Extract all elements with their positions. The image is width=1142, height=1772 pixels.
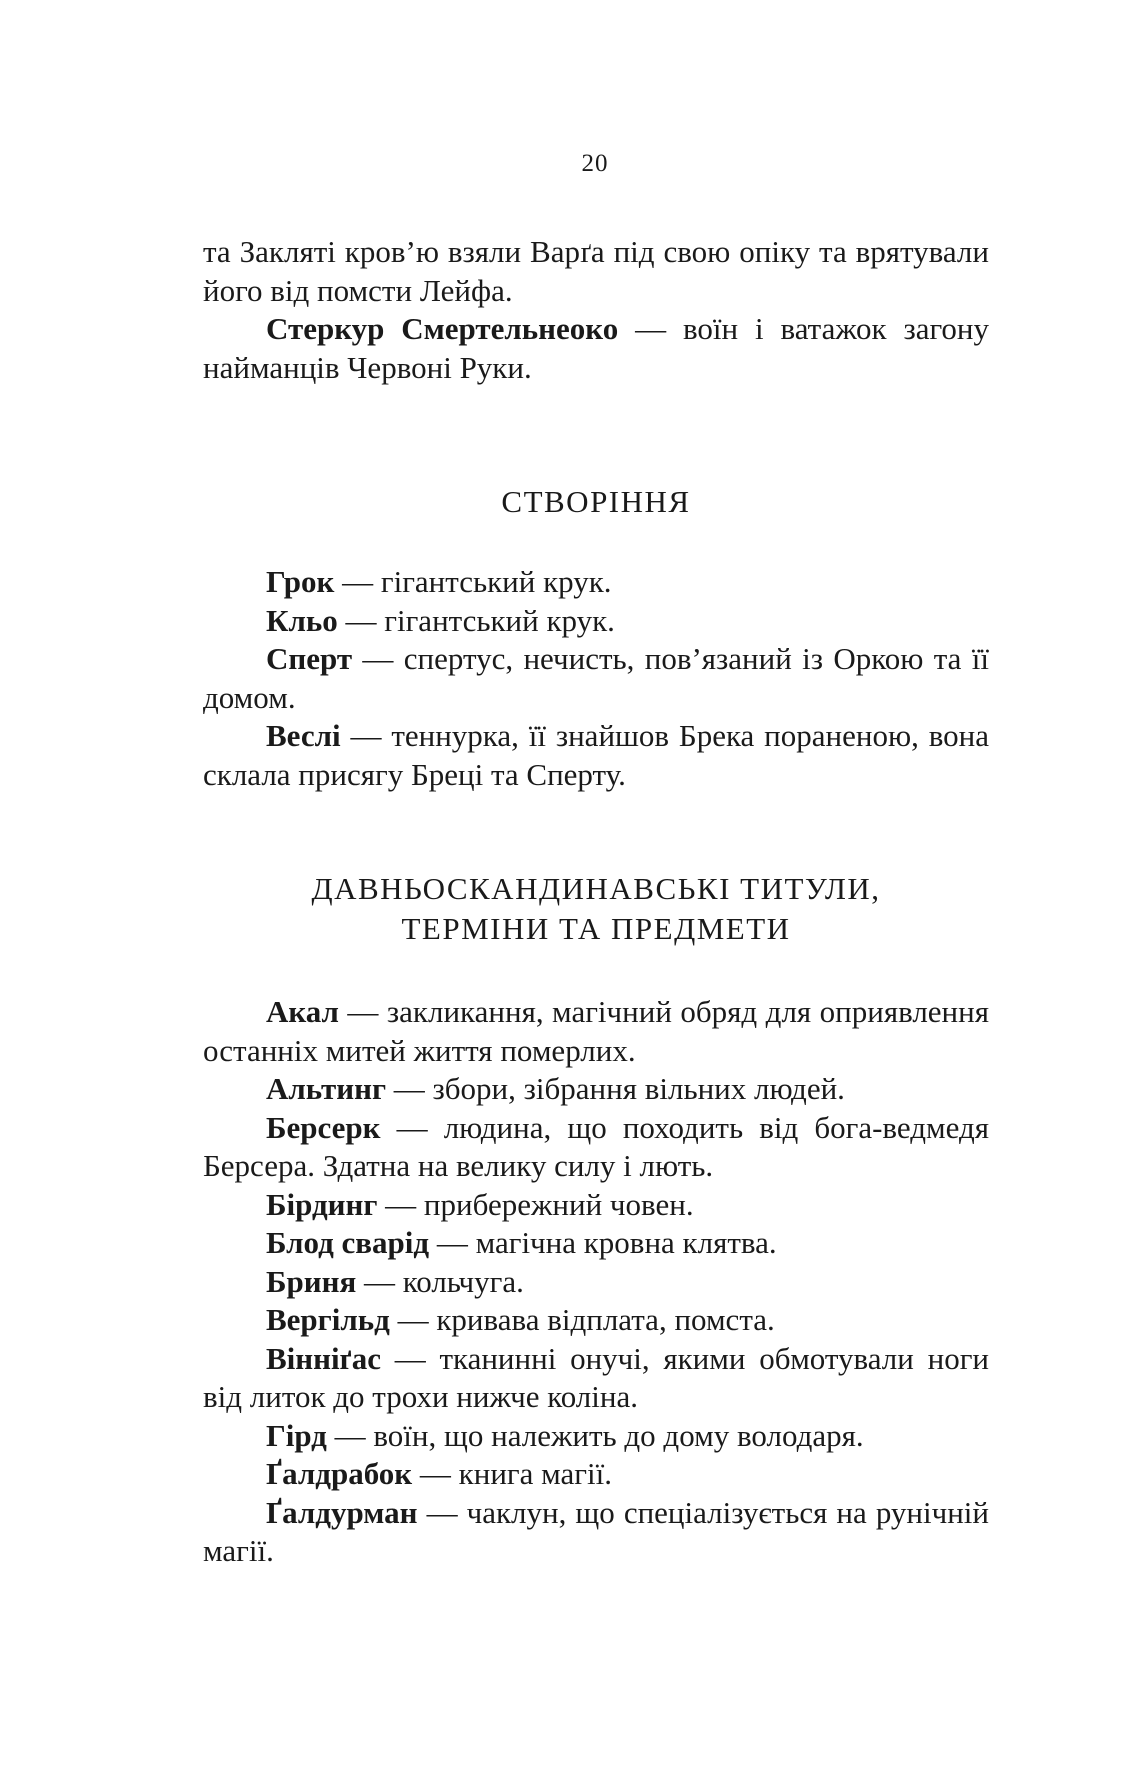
glossary-entry [203, 1494, 989, 1571]
glossary-entry [203, 602, 989, 641]
glossary-definition: — закликання, магічний обряд для оприявлення останніх митей життя померлих. [203, 994, 989, 1068]
glossary-term: Вінніґас [266, 1340, 381, 1376]
glossary-definition: — воїн і ватажок загону найманців Червоні Руки. [203, 311, 989, 385]
glossary-term: Альтинг [266, 1071, 387, 1106]
section-heading-creatures: СТВОРІННЯ [501, 484, 691, 519]
page-number: 20 [581, 150, 609, 177]
intro-block [203, 233, 989, 387]
glossary-entry [203, 1186, 989, 1225]
glossary-definition: — гігантський крук. [337, 602, 615, 638]
glossary-entry [203, 993, 989, 1070]
section-heading-line: ТЕРМІНИ ТА ПРЕДМЕТИ [401, 911, 791, 946]
glossary-definition: — прибережний човен. [377, 1186, 694, 1222]
glossary-definition: — книга магії. [412, 1456, 612, 1491]
glossary-term: Кльо [266, 602, 338, 638]
section-heading-norse-terms [203, 869, 989, 949]
glossary-entry [203, 1455, 989, 1494]
glossary-entry [203, 1070, 989, 1109]
norse-terms-list [203, 993, 989, 1571]
glossary-term: Бірдинг [266, 1186, 378, 1222]
glossary-definition: — кривава відплата, помста. [389, 1302, 775, 1337]
glossary-entry [203, 1224, 989, 1263]
glossary-entry [203, 1263, 989, 1302]
glossary-entry [203, 563, 989, 602]
glossary-definition: — чаклун, що спеціалізується на рунічній магії. [203, 1494, 989, 1568]
glossary-term: Ґалдрабок [266, 1456, 413, 1491]
glossary-entry [203, 1109, 989, 1186]
glossary-definition: — воїн, що належить до дому володаря. [326, 1417, 864, 1453]
glossary-definition: — гігантський крук. [334, 564, 612, 599]
glossary-definition: — людина, що походить від бога-ведмедя Берсера. Здатна на велику силу і лють. [203, 1109, 989, 1183]
glossary-term: Ґалдурман [266, 1494, 418, 1530]
glossary-term: Гірд [266, 1417, 327, 1453]
glossary-definition: — теннурка, її знайшов Брека пораненою, вона склала присягу Бреці та Сперту. [203, 718, 989, 792]
glossary-entry [203, 717, 989, 794]
glossary-term: Вергільд [266, 1302, 390, 1337]
creatures-list [203, 563, 989, 794]
glossary-term: Берсерк [266, 1109, 381, 1145]
glossary-term: Сперт [266, 641, 353, 676]
glossary-definition: — тканинні онучі, якими обмотували ноги від литок до трохи нижче коліна. [203, 1340, 989, 1414]
glossary-term: Акал [266, 994, 339, 1029]
glossary-definition: — збори, зібрання вільних людей. [386, 1071, 845, 1106]
glossary-definition: — магічна кровна клятва. [429, 1225, 777, 1260]
glossary-definition: — кольчуга. [356, 1263, 524, 1299]
glossary-entry [203, 1301, 989, 1340]
glossary-term: Блод сварід [266, 1225, 430, 1260]
glossary-definition: — спертус, нечисть, пов’язаний із Оркою та її домом. [203, 641, 989, 715]
glossary-entry [203, 1340, 989, 1417]
continued-paragraph: та Закляті кров’ю взяли Варґа під свою опіку та врятували його від помсти Лейфа. [203, 234, 989, 308]
glossary-term: Грок [266, 564, 335, 599]
glossary-term: Бриня [266, 1263, 357, 1299]
glossary-entry [203, 640, 989, 717]
glossary-term: Стеркур Смертельнеоко [266, 311, 619, 346]
section-heading-line: ДАВНЬОСКАНДИНАВСЬКІ ТИТУЛИ, [311, 871, 881, 906]
glossary-term: Веслі [266, 718, 341, 753]
glossary-entry [203, 310, 989, 387]
glossary-entry [203, 1417, 989, 1456]
